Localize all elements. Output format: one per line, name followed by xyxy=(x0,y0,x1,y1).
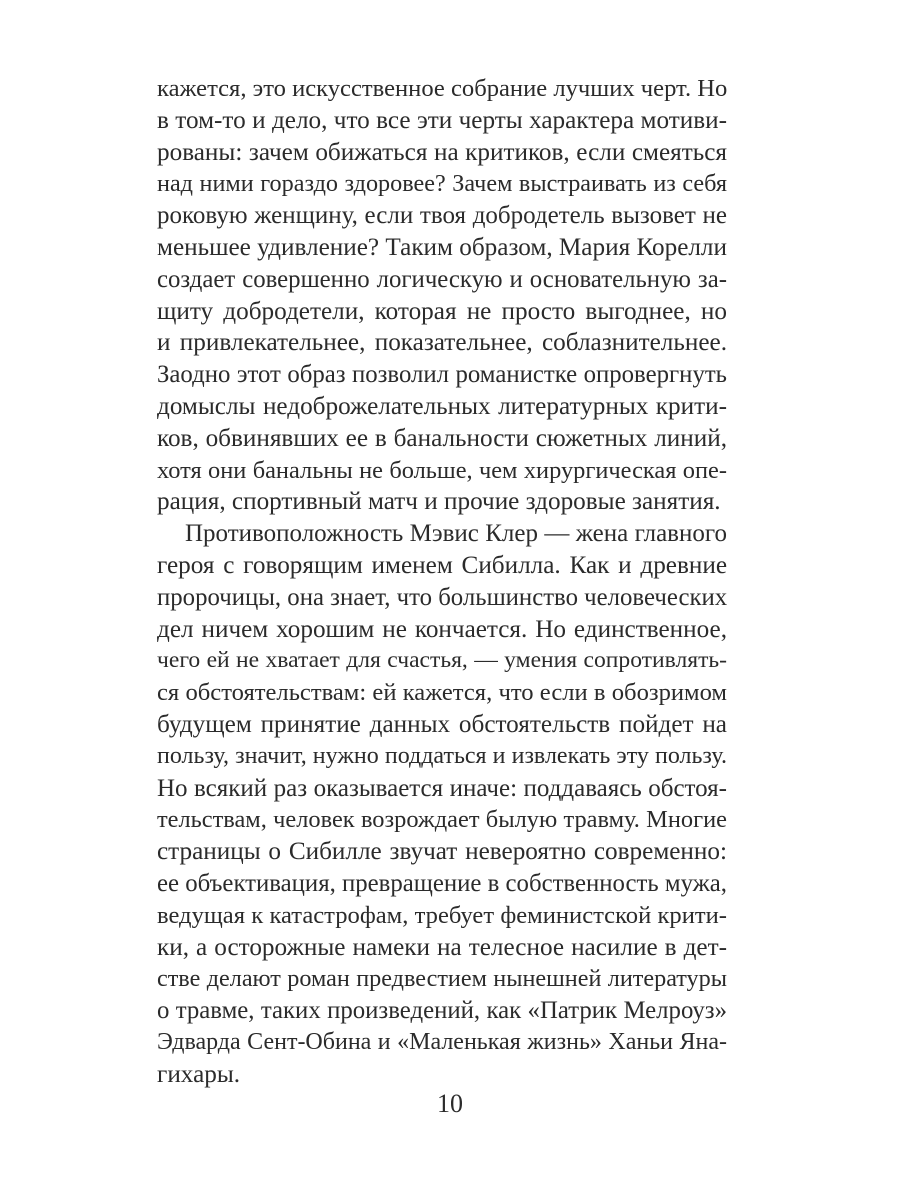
text-line: Эдварда Сент-Обина и «Маленькая жизнь» Ханьи Яна- xyxy=(157,1028,727,1055)
text-line: ков, обвинявших ее в банальности сюжетных линий, xyxy=(157,424,727,452)
text-line: героя с говорящим именем Сибилла. Как и древние xyxy=(157,551,727,579)
text-line: рованы: зачем обижаться на критиков, если смеяться xyxy=(157,138,727,166)
text-line: пользу, значит, нужно поддаться и извлекать эту пользу. xyxy=(157,742,727,769)
text-line: домыслы недоброжелательных литературных крити- xyxy=(157,392,727,420)
text-line: роковую женщину, если твоя добродетель вызовет не xyxy=(157,202,727,230)
text-line: гихары. xyxy=(157,1060,241,1088)
paragraph-2 xyxy=(157,518,727,1090)
text-line: тельствам, человек возрождает былую травму. Многие xyxy=(157,806,727,834)
text-line: ся обстоятельствам: ей кажется, что если в обозримом xyxy=(157,679,727,707)
text-line: ки, а осторожные намеки на телесное насилие в дет- xyxy=(157,933,727,961)
text-line: хотя они банальны не больше, чем хирургическая опе- xyxy=(157,456,727,484)
text-line: пророчицы, она знает, что большинство человеческих xyxy=(157,583,728,611)
text-line: Противоположность Мэвис Клер — жена главного xyxy=(185,520,727,548)
text-line: дел ничем хорошим не кончается. Но единственное, xyxy=(157,615,727,643)
text-line: щиту добродетели, которая не просто выгоднее, но xyxy=(157,297,727,325)
paragraph-1 xyxy=(157,73,727,518)
text-line: меньшее удивление? Таким образом, Мария Корелли xyxy=(157,233,727,261)
text-line: кажется, это искусственное собрание лучших черт. Но xyxy=(157,75,728,102)
text-line: и привлекательнее, показательнее, соблазнительнее. xyxy=(157,329,727,357)
text-line: Заодно этот образ позволил романистке опровергнуть xyxy=(157,361,727,389)
text-line: чего ей не хватает для счастья, — умения сопротивлять- xyxy=(157,647,727,674)
page-number: 10 xyxy=(437,1089,463,1118)
text-line: над ними гораздо здоровее? Зачем выстраивать из себя xyxy=(157,170,727,198)
text-line: ее объективация, превращение в собственность мужа, xyxy=(157,869,727,897)
text-line: будущем принятие данных обстоятельств пойдет на xyxy=(157,710,727,738)
text-line: в том-то и дело, что все эти черты характера мотиви- xyxy=(157,106,727,134)
text-line: создает совершенно логическую и основательную за- xyxy=(157,265,727,293)
text-line: ведущая к катастрофам, требует феминистской крити- xyxy=(157,901,727,929)
body-text xyxy=(157,73,727,1091)
text-line: страницы о Сибилле звучат невероятно современно: xyxy=(157,838,727,866)
text-line: рация, спортивный матч и прочие здоровые занятия. xyxy=(157,488,721,516)
text-line: о травме, таких произведений, как «Патрик Мелроуз» xyxy=(157,997,727,1025)
text-line: Но всякий раз оказывается иначе: поддаваясь обстоя- xyxy=(157,774,727,802)
text-line: стве делают роман предвестием нынешней литературы xyxy=(157,965,727,993)
